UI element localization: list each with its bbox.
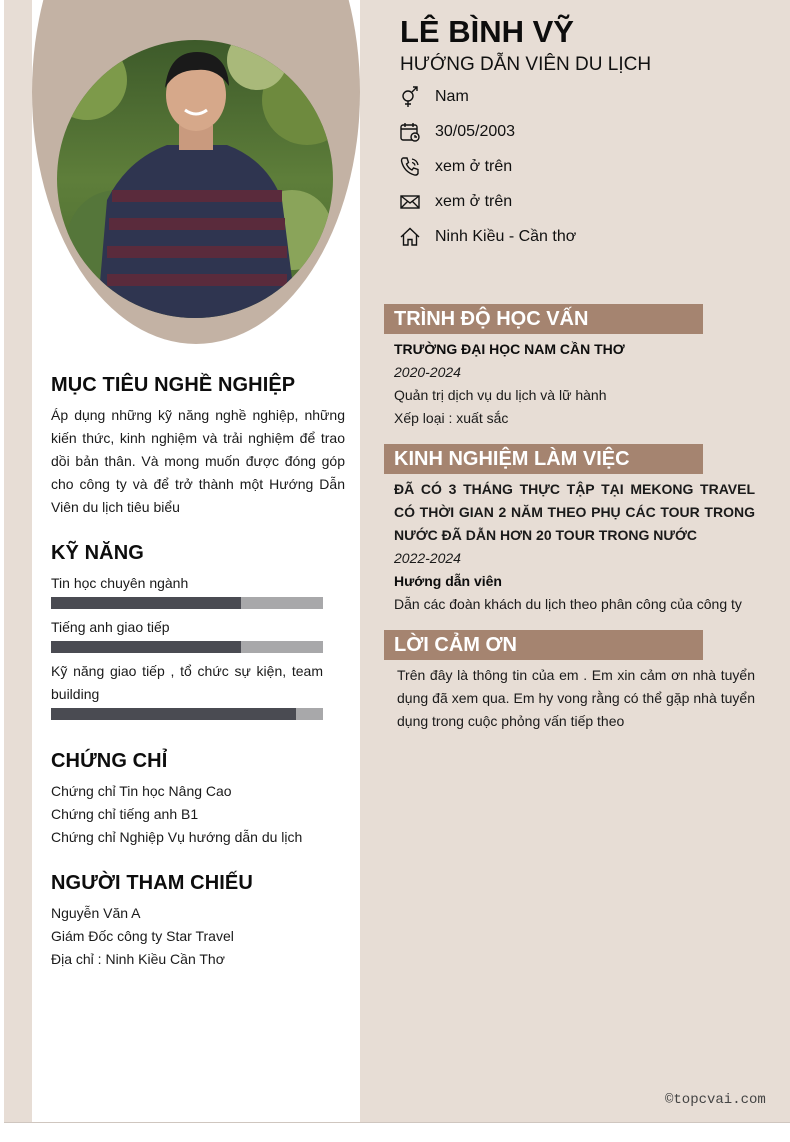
education-school: TRƯỜNG ĐẠI HỌC NAM CẦN THƠ: [394, 341, 625, 357]
education-period: 2020-2024: [394, 364, 461, 380]
address-value: Ninh Kiều - Cần thơ: [435, 228, 577, 245]
objective-text: Áp dụng những kỹ năng nghề nghiệp, những kiến thức, kinh nghiệm và trải nghiệm để trao dồi bản thân. Và mong muốn được đóng góp cho công ty và để trở thành một Hướng Dẫn Viên du lịch tiêu biểu: [51, 407, 345, 515]
contact-phone: [398, 155, 512, 179]
skill-bar-fill: [51, 708, 296, 720]
references-title: NGƯỜI THAM CHIẾU: [51, 872, 253, 894]
experience-position: Hướng dẫn viên: [394, 573, 502, 589]
skills-title: KỸ NĂNG: [51, 542, 144, 564]
home-icon: [398, 225, 422, 249]
certificate-item: Chứng chỉ tiếng anh B1: [51, 806, 199, 822]
reference-name: Nguyễn Văn A: [51, 905, 141, 921]
birthday-value: 30/05/2003: [435, 123, 516, 140]
calendar-icon: [398, 120, 422, 144]
skill-bar-fill: [51, 641, 241, 653]
skill-bar: [51, 708, 323, 720]
certificate-item: Chứng chỉ Tin học Nâng Cao: [51, 783, 232, 799]
skill-bar: [51, 641, 323, 653]
objective-title: MỤC TIÊU NGHỀ NGHIỆP: [51, 374, 296, 396]
experience-period: 2022-2024: [394, 550, 461, 566]
thanks-text: Trên đây là thông tin của em . Em xin cảm ơn nhà tuyển dụng đã xem qua. Em hy vong rằng có thể gặp nhà tuyển dụng trong cuộc phỏng vấn tiếp theo: [397, 667, 755, 729]
profile-photo: [57, 40, 333, 318]
skill-label: Tin học chuyên ngành: [51, 575, 189, 591]
education-major: Quản trị dịch vụ du lịch và lữ hành: [394, 387, 607, 403]
candidate-name: LÊ BÌNH VỸ: [400, 14, 574, 49]
candidate-role: HƯỚNG DẪN VIÊN DU LỊCH: [400, 54, 652, 75]
gender-value: Nam: [435, 88, 469, 105]
skill-bar: [51, 597, 323, 609]
phone-value: xem ở trên: [435, 158, 513, 175]
contact-address: [398, 225, 576, 249]
phone-icon: [398, 155, 422, 179]
email-value: xem ở trên: [435, 193, 513, 210]
education-title: TRÌNH ĐỘ HỌC VẤN: [384, 304, 703, 334]
mail-icon: [398, 190, 422, 214]
gender-icon: [398, 85, 422, 109]
experience-description: Dẫn các đoàn khách du lịch theo phân công của công ty: [394, 596, 742, 612]
skill-bar-fill: [51, 597, 241, 609]
contact-birthday: [398, 120, 515, 144]
skill-label: Kỹ năng giao tiếp , tổ chức sự kiện, team building: [51, 663, 323, 702]
contact-gender: [398, 85, 469, 109]
certificates-title: CHỨNG CHỈ: [51, 750, 168, 772]
contact-email: [398, 190, 512, 214]
experience-headline: ĐÃ CÓ 3 THÁNG THỰC TẬP TẠI MEKONG TRAVEL CÓ THỜI GIAN 2 NĂM THEO PHỤ CÁC TOUR TRONG NƯỚC ĐÃ DẪN HƠN 20 TOUR TRONG NƯỚC: [394, 481, 755, 543]
watermark: ©topcvai.com: [665, 1092, 766, 1108]
thanks-title: LỜI CẢM ƠN: [384, 630, 703, 660]
experience-title: KINH NGHIỆM LÀM VIỆC: [384, 444, 703, 474]
education-grade: Xếp loại : xuất sắc: [394, 410, 509, 426]
reference-position: Giám Đốc công ty Star Travel: [51, 928, 234, 944]
certificate-item: Chứng chỉ Nghiệp Vụ hướng dẫn du lịch: [51, 829, 303, 845]
skill-label: Tiếng anh giao tiếp: [51, 619, 170, 635]
reference-address: Địa chỉ : Ninh Kiều Cần Thơ: [51, 951, 225, 967]
